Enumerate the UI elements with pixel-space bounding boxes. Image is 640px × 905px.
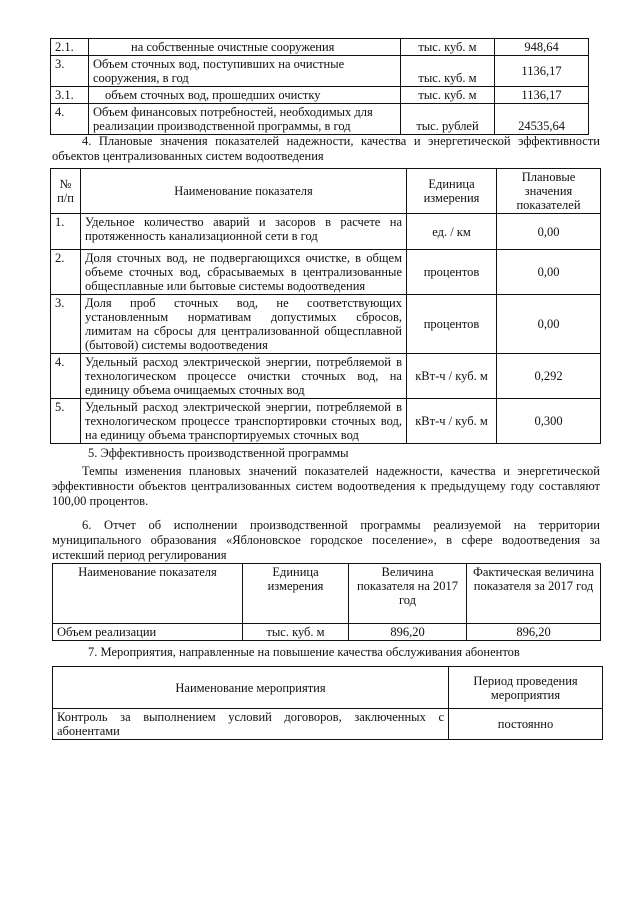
indicator-name: Объем финансовых потребностей, необходимых для реализации производственной программы, в год: [89, 104, 401, 135]
unit-cell: тыс. куб. м: [243, 624, 349, 641]
row-number: 5.: [51, 399, 81, 444]
indicator-name: Удельное количество аварий и засоров в расчете на протяженность канализационной сети в год: [81, 214, 407, 250]
unit-cell: кВт-ч / куб. м: [407, 354, 497, 399]
table-row: [51, 214, 601, 250]
value-cell: 948,64: [495, 39, 589, 56]
section-5-text: Темпы изменения плановых значений показателей надежности, качества и энергетической эффективности объектов централизованных систем водоотведения к предыдущему году составляют 100,00 процентов.: [52, 464, 600, 508]
row-number: 2.: [51, 250, 81, 295]
header-value: Плановые значения показателей: [497, 169, 601, 214]
volume-table: [50, 38, 589, 135]
table-row: [51, 399, 601, 444]
header-num: № п/п: [51, 169, 81, 214]
header-name: Наименование показателя: [81, 169, 407, 214]
unit-cell: ед. / км: [407, 214, 497, 250]
section-7-title: 7. Мероприятия, направленные на повышение качества обслуживания абонентов: [88, 645, 520, 659]
actual-value: 896,20: [467, 624, 601, 641]
indicators-table: [50, 168, 601, 444]
table-row: [51, 104, 589, 135]
report-table: [52, 563, 601, 641]
table-row: [51, 87, 589, 104]
header-name: Наименование показателя: [53, 564, 243, 624]
table-row: [53, 709, 603, 740]
value-cell: 0,00: [497, 250, 601, 295]
value-cell: 0,00: [497, 214, 601, 250]
indicator-name: Доля проб сточных вод, не соответствующих установленным нормативам допустимых сбросов, лимитам на сбросы для централизованной общесплавной (бытовой) системы водоотведения: [81, 295, 407, 354]
row-number: 4.: [51, 354, 81, 399]
header-unit: Единица измерения: [243, 564, 349, 624]
table-header-row: [53, 564, 601, 624]
value-cell: 0,292: [497, 354, 601, 399]
section-5-title: 5. Эффективность производственной программы: [88, 446, 349, 460]
unit-cell: кВт-ч / куб. м: [407, 399, 497, 444]
header-period: Период проведения мероприятия: [449, 667, 603, 709]
table-row: [51, 56, 589, 87]
unit-cell: процентов: [407, 295, 497, 354]
row-number: 2.1.: [51, 39, 89, 56]
value-cell: 0,00: [497, 295, 601, 354]
value-cell: 1136,17: [495, 87, 589, 104]
indicator-name: Объем реализации: [53, 624, 243, 641]
table-header-row: [53, 667, 603, 709]
row-number: 3.: [51, 295, 81, 354]
table-row: [51, 250, 601, 295]
table-row: [51, 354, 601, 399]
indicator-name: Доля сточных вод, не подвергающихся очистке, в общем объеме сточных вод, сбрасываемых в централизованные общесплавные или бытовые системы водоотведения: [81, 250, 407, 295]
table-header-row: [51, 169, 601, 214]
unit-cell: тыс. куб. м: [401, 39, 495, 56]
measure-period: постоянно: [449, 709, 603, 740]
header-actual: Фактическая величина показателя за 2017 год: [467, 564, 601, 624]
value-cell: 24535,64: [495, 104, 589, 135]
indicator-name: на собственные очистные сооружения: [89, 39, 401, 56]
section-6-title: 6. Отчет об исполнении производственной программы реализуемой на территории муниципального образования «Яблоновское городское поселение», в сфере водоотведения за истекший период регулирования: [52, 518, 600, 562]
unit-cell: тыс. куб. м: [401, 87, 495, 104]
measures-table: [52, 666, 603, 740]
unit-cell: тыс. куб. м: [401, 56, 495, 87]
indicator-name: Удельный расход электрической энергии, потребляемой в технологическом процессе очистки сточных вод, на единицу объема очищаемых сточных вод: [81, 354, 407, 399]
unit-cell: процентов: [407, 250, 497, 295]
value-cell: 1136,17: [495, 56, 589, 87]
indicator-name: объем сточных вод, прошедших очистку: [89, 87, 401, 104]
header-unit: Единица измерения: [407, 169, 497, 214]
table-row: [51, 39, 589, 56]
row-number: 4.: [51, 104, 89, 135]
row-number: 3.1.: [51, 87, 89, 104]
indicator-name: Удельный расход электрической энергии, потребляемой в технологическом процессе транспортировки сточных вод, на единицу объема транспортируемых сточных вод: [81, 399, 407, 444]
header-measure-name: Наименование мероприятия: [53, 667, 449, 709]
measure-name: Контроль за выполнением условий договоров, заключенных с абонентами: [53, 709, 449, 740]
section-4-title: 4. Плановые значения показателей надежности, качества и энергетической эффективности объектов централизованных систем водоотведения: [52, 134, 600, 163]
row-number: 3.: [51, 56, 89, 87]
planned-value: 896,20: [349, 624, 467, 641]
row-number: 1.: [51, 214, 81, 250]
unit-cell: тыс. рублей: [401, 104, 495, 135]
indicator-name: Объем сточных вод, поступивших на очистные сооружения, в год: [89, 56, 401, 87]
header-planned: Величина показателя на 2017 год: [349, 564, 467, 624]
table-row: [51, 295, 601, 354]
value-cell: 0,300: [497, 399, 601, 444]
table-row: [53, 624, 601, 641]
